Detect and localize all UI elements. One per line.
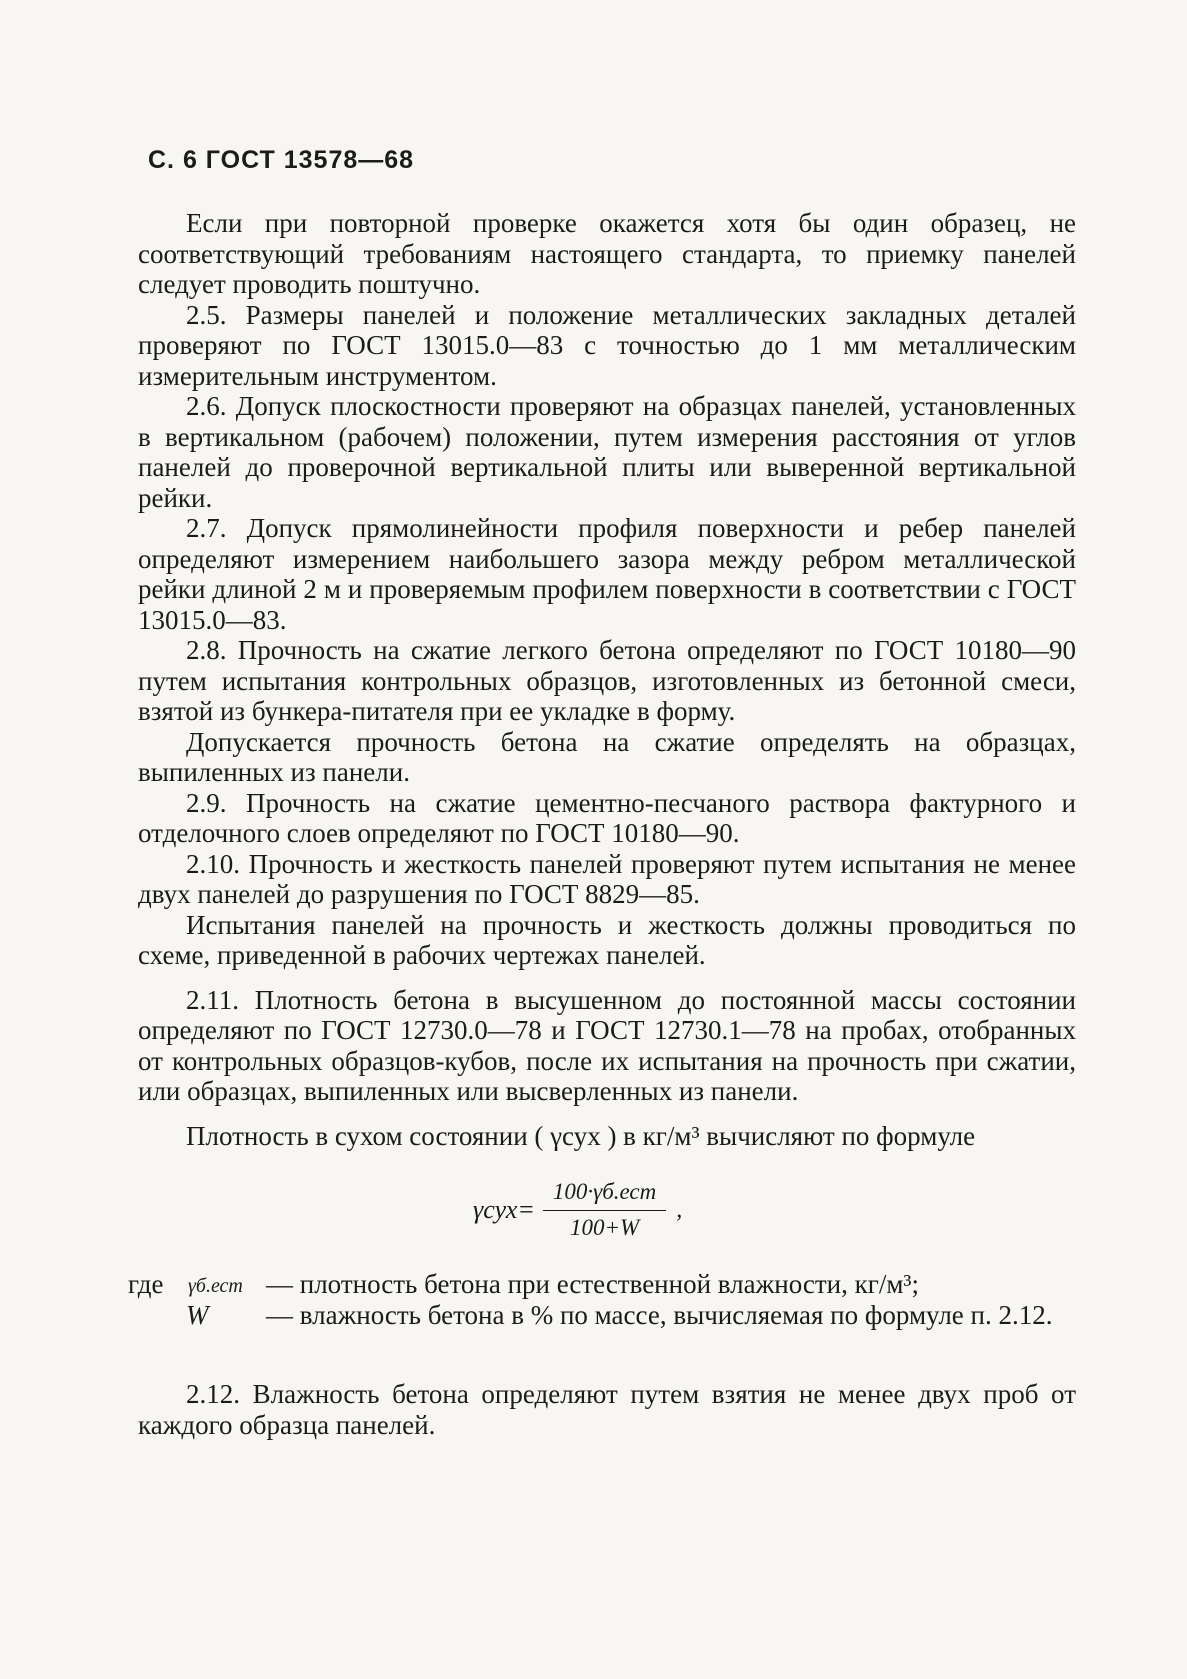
paragraph-2-10: 2.10. Прочность и жесткость панелей проверяют путем испытания не менее двух панелей до разрушения по ГОСТ 8829—85.	[138, 848, 1076, 909]
paragraph-2-7: 2.7. Допуск прямолинейности профиля поверхности и ребер панелей определяют измерением наибольшего зазора между ребром металлической рейки длиной 2 м и проверяемым профилем поверхности в соответствии с ГОСТ 13015.0—83.	[138, 513, 1076, 635]
paragraph-intro: Если при повторной проверке окажется хотя бы один образец, не соответствующий требованиям настоящего стандарта, то приемку панелей следует проводить поштучно.	[138, 208, 1076, 299]
formula-lhs: γсух=	[473, 1194, 535, 1224]
document-body	[128, 208, 1076, 1440]
paragraph-2-10-note: Испытания панелей на прочность и жесткость должны проводиться по схеме, приведенной в рабочих чертежах панелей.	[138, 909, 1076, 970]
paragraph-density-intro: Плотность в сухом состоянии ( γсух ) в кг/м³ вычисляют по формуле	[186, 1120, 976, 1151]
formula-fraction	[543, 1177, 666, 1243]
formula-denominator: 100+W	[569, 1214, 640, 1240]
paragraph-2-8: 2.8. Прочность на сжатие легкого бетона определяют по ГОСТ 10180—90 путем испытания контрольных образцов, изготовленных из бетонной смеси, взятой из бункера-питателя при ее укладке в форму.	[138, 635, 1076, 726]
where-label: где	[128, 1269, 164, 1299]
formula-trailing: ,	[676, 1196, 683, 1223]
formula-numerator: 100·γб.ест	[543, 1177, 666, 1211]
legend-def-moisture: — влажность бетона в % по массе, вычисляемая по формуле п. 2.12.	[266, 1300, 1053, 1330]
paragraph-2-6: 2.6. Допуск плоскостности проверяют на образцах панелей, установленных в вертикальном (рабочем) положении, путем измерения расстояния от углов панелей до проверочной вертикальной плиты или выверенной вертикальной рейки.	[138, 391, 1076, 513]
paragraph-2-9: 2.9. Прочность на сжатие цементно-песчаного раствора фактурного и отделочного слоев определяют по ГОСТ 10180—90.	[138, 787, 1076, 848]
legend-symbol-moisture: W	[186, 1300, 209, 1330]
formula-legend	[128, 1269, 1076, 1365]
legend-symbol-density: γб.ест	[188, 1275, 243, 1297]
paragraph-2-12: 2.12. Влажность бетона определяют путем взятия не менее двух проб от каждого образца панелей.	[138, 1379, 1076, 1440]
legend-def-density: — плотность бетона при естественной влажности, кг/м³;	[266, 1269, 920, 1299]
density-formula	[138, 1177, 1076, 1251]
paragraph-2-5: 2.5. Размеры панелей и положение металлических закладных деталей проверяют по ГОСТ 13015.0—83 с точностью до 1 мм металлическим измерительным инструментом.	[138, 299, 1076, 391]
paragraph-2-8-note: Допускается прочность бетона на сжатие определять на образцах, выпиленных из панели.	[138, 726, 1076, 787]
page-header: С. 6 ГОСТ 13578—68	[148, 146, 415, 174]
paragraph-2-11: 2.11. Плотность бетона в высушенном до постоянной массы состоянии определяют по ГОСТ 12730.0—78 и ГОСТ 12730.1—78 на пробах, отобранных от контрольных образцов-кубов, после их испытания на прочность при сжатии, или образцах, выпиленных или высверленных из панели.	[138, 984, 1076, 1106]
